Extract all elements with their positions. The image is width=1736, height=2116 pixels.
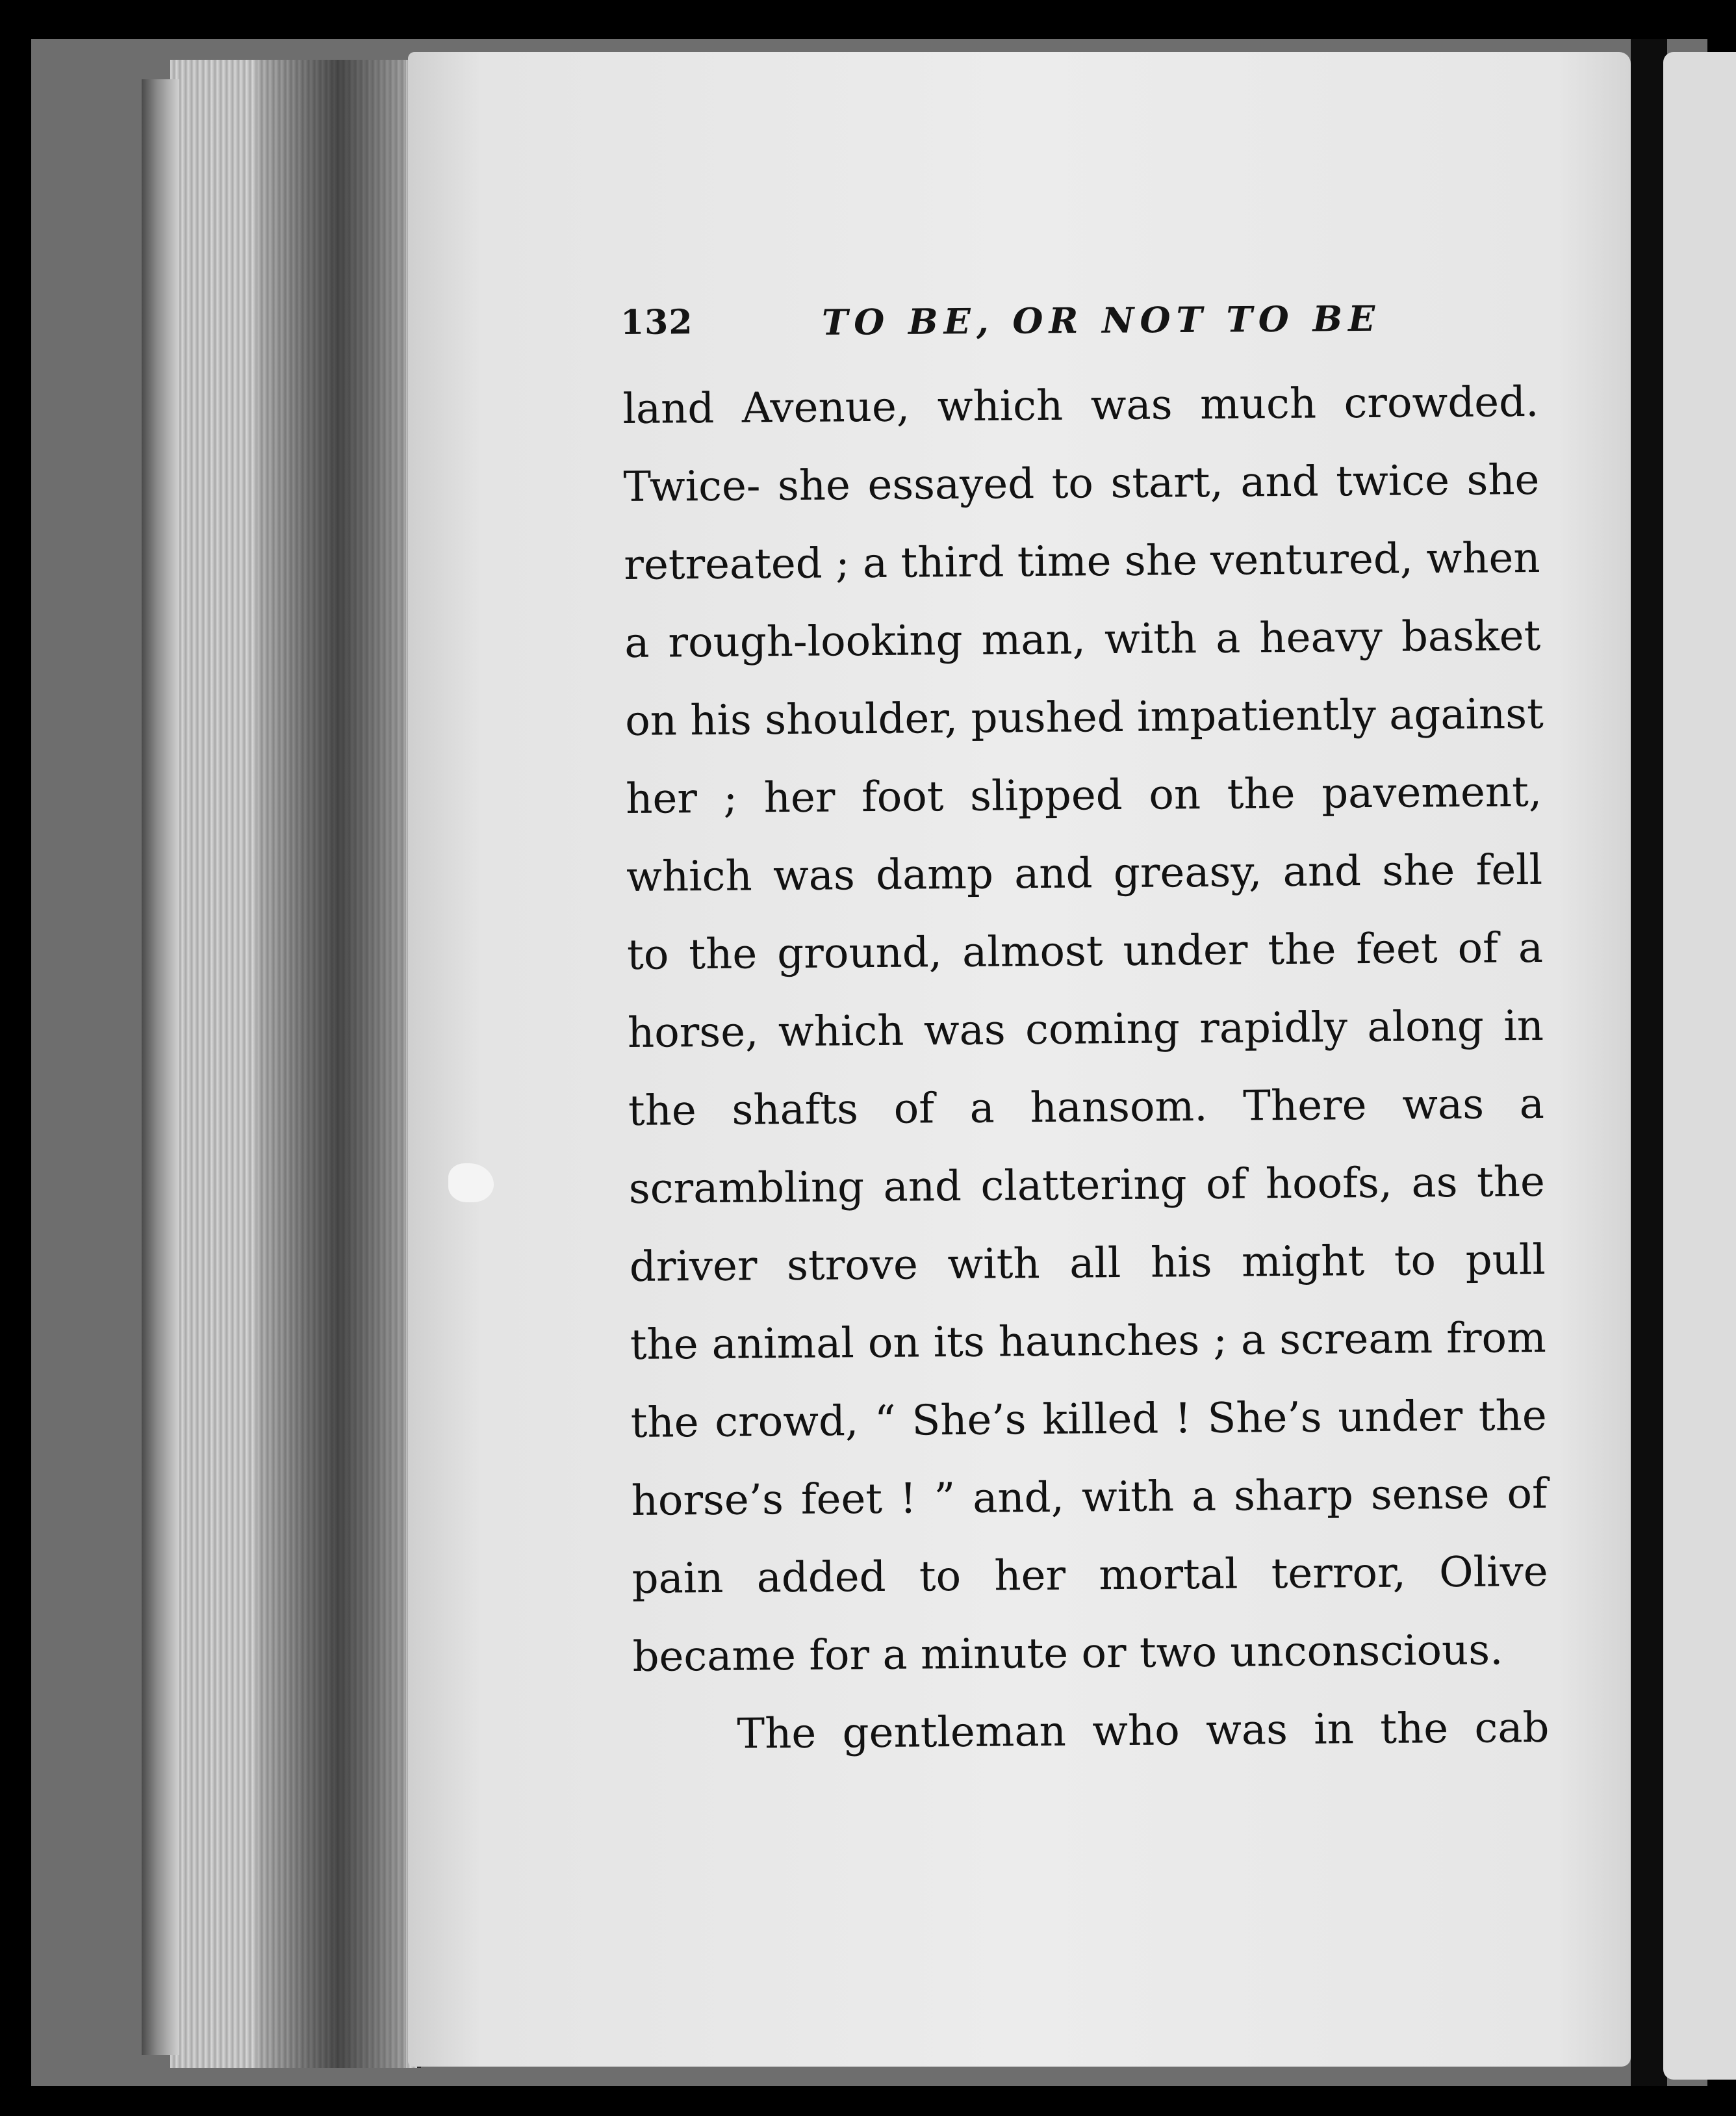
paragraph-start-line: The gentleman who was in the cab (737, 1703, 1550, 1759)
running-title: TO BE, OR NOT TO BE (821, 297, 1381, 343)
text-line: her ; her foot slipped on the pavement, (625, 768, 1542, 823)
text-line: the shafts of a hansom. There was a (628, 1079, 1545, 1135)
page-number: 132 (620, 302, 693, 342)
text-line: the animal on its haunches ; a scream from (630, 1313, 1547, 1369)
text-line: the crowd, “ She’s killed ! She’s under the (630, 1391, 1547, 1447)
text-line: horse’s feet ! ” and, with a sharp sense of (631, 1469, 1548, 1525)
text-line: Twice- she essayed to start, and twice she (623, 456, 1540, 511)
text-line: to the ground, almost under the feet of a (626, 923, 1544, 979)
text-line: retreated ; a third time she ventured, when (624, 534, 1540, 589)
running-head (620, 289, 1381, 352)
text-line: driver strove with all his might to pull (629, 1235, 1546, 1291)
text-line: scrambling and clattering of hoofs, as the (628, 1157, 1546, 1213)
facing-page-sliver (1663, 52, 1736, 2080)
text-line: which was damp and greasy, and she fell (626, 845, 1543, 901)
fore-edge-shadow (257, 60, 406, 2068)
text-line: on his shoulder, pushed impatiently against (624, 690, 1544, 745)
body-text (622, 363, 1550, 1774)
text-line: land Avenue, which was much crowded. (622, 378, 1539, 433)
text-line: a rough-looking man, with a heavy basket (624, 612, 1541, 667)
text-line: horse, which was coming rapidly along in (627, 1001, 1544, 1057)
book-cover-edge (142, 79, 179, 2055)
text-line: pain added to her mortal terror, Olive (632, 1547, 1548, 1603)
book-gutter (1631, 39, 1667, 2086)
text-line: became for a minute or two unconscious. (632, 1626, 1503, 1681)
